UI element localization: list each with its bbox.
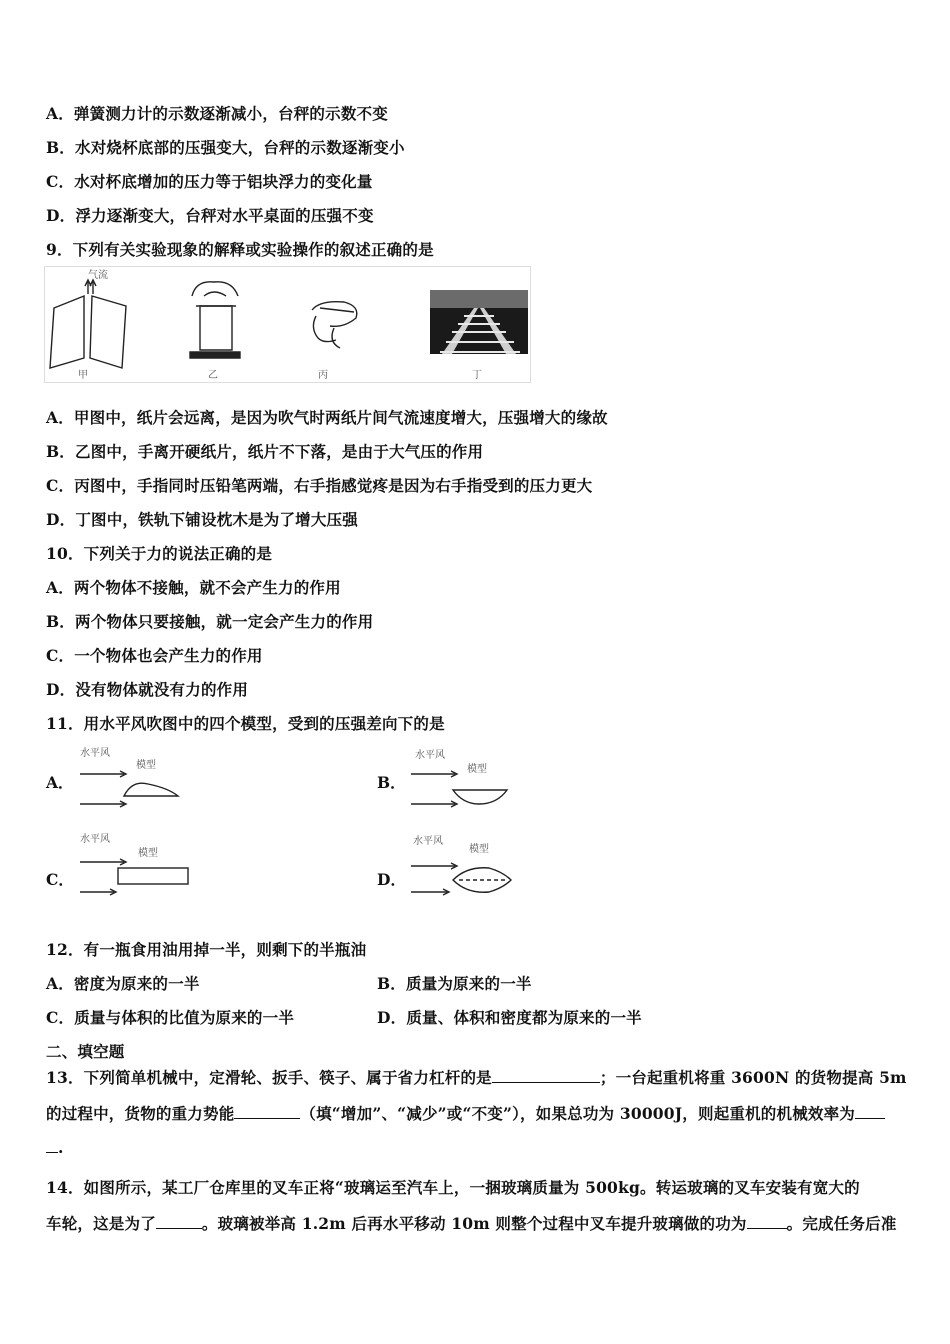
q13-text-1: 13．下列简单机械中，定滑轮、扳手、筷子、属于省力杠杆的是 [46,1068,492,1087]
q12-option-b: B．质量为原来的一半 [377,974,532,993]
q9-option-d: D．丁图中，铁轨下铺设枕木是为了增大压强 [46,510,358,529]
q13-text-5: . [58,1138,64,1157]
q12-option-c: C．质量与体积的比值为原来的一半 [46,1008,295,1027]
q10-option-a: A．两个物体不接触，就不会产生力的作用 [46,578,341,597]
q9-option-b: B．乙图中，手离开硬纸片，纸片不下落，是由于大气压的作用 [46,442,484,461]
q13-text-3: 的过程中，货物的重力势能 [46,1104,235,1123]
paper-figure-jia [50,280,126,368]
q14-line2 [46,1212,897,1234]
q11-model-d [407,830,527,902]
q12-option-d: D．质量、体积和密度都为原来的一半 [377,1008,642,1027]
label-ding: 丁 [472,370,482,381]
model-label: 模型 [467,764,487,775]
q10-stem: 10．下列关于力的说法正确的是 [46,544,273,563]
cup-figure-yi [190,282,240,358]
q14-text-3: 。玻璃被举高 1.2m 后再水平移动 10m 则整个过程中叉车提升玻璃做的功为 [201,1214,747,1233]
label-bing: 丙 [318,370,328,381]
q11-option-a-label: A． [46,773,74,792]
q9-stem: 9．下列有关实验现象的解释或实验操作的叙述正确的是 [46,240,434,259]
railway-figure-ding [430,290,528,354]
q11-model-c [76,830,196,902]
wind-label: 水平风 [415,750,445,761]
q9-option-c: C．丙图中，手指同时压铅笔两端，右手指感觉疼是因为右手指受到的压力更大 [46,476,593,495]
model-label: 模型 [136,760,156,771]
q12-stem: 12．有一瓶食用油用掉一半，则剩下的半瓶油 [46,940,367,959]
q14-blank-1[interactable] [156,1214,202,1229]
q13-line3 [46,1138,64,1157]
q8-option-d: D．浮力逐渐变大，台秤对水平桌面的压强不变 [46,206,374,225]
q10-option-c: C．一个物体也会产生力的作用 [46,646,263,665]
q14-line1: 14．如图所示，某工厂仓库里的叉车正将“玻璃运至汽车上，一捆玻璃质量为 500kg。转运玻璃的叉车安装有宽大的 [46,1178,860,1197]
q11-model-a [76,744,196,810]
model-label: 模型 [138,848,158,859]
q13-text-4: （填“增加”、“减少”或“不变”），如果总功为 30000J，则起重机的机械效率为 [300,1104,856,1123]
q11-stem: 11．用水平风吹图中的四个模型，受到的压强差向下的是 [46,714,445,733]
q13-blank-1[interactable] [492,1068,600,1083]
label-jia: 甲 [78,370,88,381]
q10-option-d: D．没有物体就没有力的作用 [46,680,249,699]
q13-text-2: ；一台起重机将重 3600N 的货物提高 5m [599,1068,907,1087]
wind-label: 水平风 [80,834,110,845]
q13-line2 [46,1102,885,1124]
q11-option-c-label: C． [46,870,74,889]
label-yi: 乙 [208,370,218,381]
section-heading: 二、填空题 [46,1042,125,1061]
model-label: 模型 [469,844,489,855]
q8-option-b: B．水对烧杯底部的压强变大，台秤的示数逐渐变小 [46,138,405,157]
pencil-figure-bing [312,302,357,348]
label-qiliu: 气流 [88,270,108,281]
q13-blank-3-cont[interactable] [46,1138,58,1153]
q12-option-a: A．密度为原来的一半 [46,974,200,993]
q14-text-4: 。完成任务后准 [786,1214,897,1233]
q13-line1 [46,1066,907,1088]
q10-option-b: B．两个物体只要接触，就一定会产生力的作用 [46,612,374,631]
wind-label: 水平风 [413,836,443,847]
q9-option-a: A．甲图中，纸片会远离，是因为吹气时两纸片间气流速度增大，压强增大的缘故 [46,408,608,427]
q11-option-b-label: B． [377,773,406,792]
q8-option-a: A．弹簧测力计的示数逐渐减小，台秤的示数不变 [46,104,388,123]
q9-figure [44,266,532,384]
q14-blank-2[interactable] [747,1214,787,1229]
q11-model-b [407,744,527,810]
q8-option-c: C．水对杯底增加的压力等于铝块浮力的变化量 [46,172,373,191]
q11-option-d-label: D． [377,870,406,889]
q13-blank-2[interactable] [234,1104,300,1119]
wind-label: 水平风 [80,748,110,759]
q14-text-2: 车轮，这是为了 [46,1214,156,1233]
q13-blank-3[interactable] [855,1104,885,1119]
